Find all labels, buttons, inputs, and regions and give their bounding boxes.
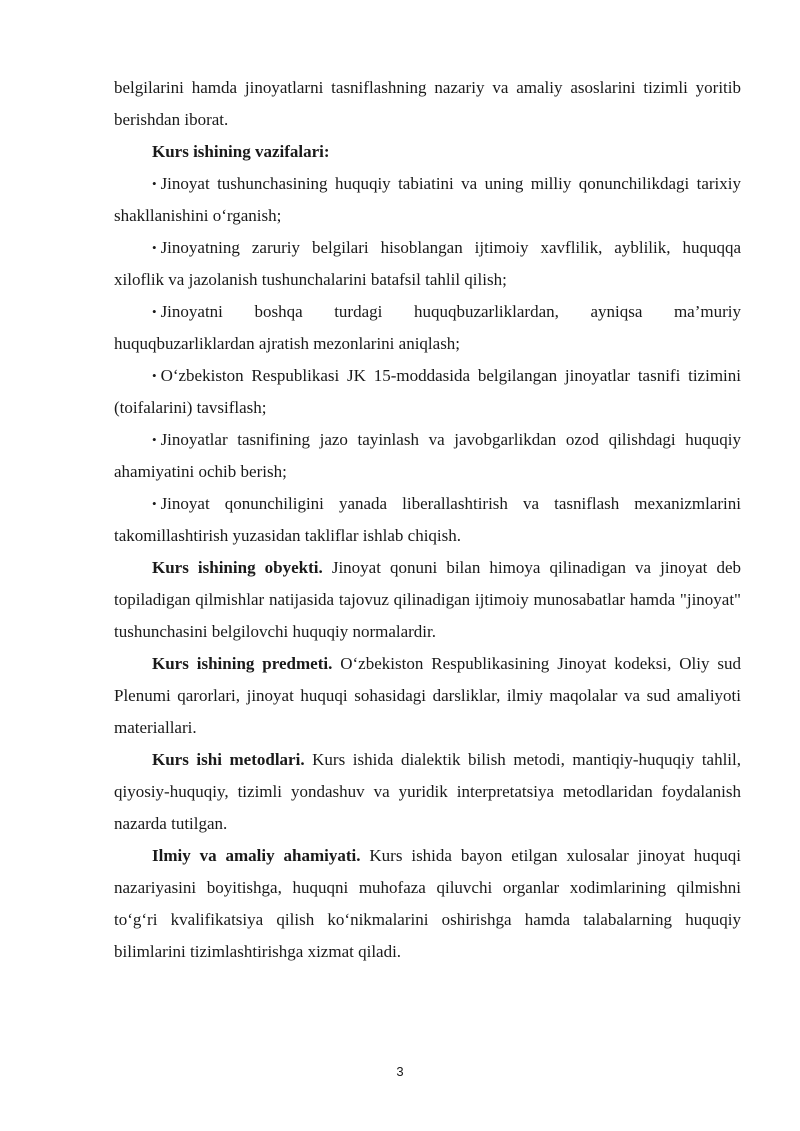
task-item bbox=[114, 296, 741, 360]
bullet-icon: • bbox=[152, 240, 157, 255]
methods-paragraph bbox=[114, 744, 741, 840]
methods-text: Kurs ishida dialektik bilish metodi, mantiqiy-huquqiy tahlil, qiyosiy-huquqiy, tizimli yondashuv va yuridik interpretatsiya metodlaridan foydalanish nazarda tutilgan. bbox=[114, 750, 742, 833]
task-item-text: Jinoyat qonunchiligini yanada liberallashtirish va tasniflash mexanizmlarini takomillashtirish yuzasidan takliflar ishlab chiqish. bbox=[114, 494, 741, 545]
intro-continuation-paragraph: belgilarini hamda jinoyatlarni tasniflashning nazariy va amaliy asoslarini tizimli yoritib berishdan iborat. bbox=[114, 78, 741, 129]
significance-text: Kurs ishida bayon etilgan xulosalar jinoyat huquqi nazariyasini boyitishga, huquqni muhofaza qiluvchi organlar xodimlarining qilmishni toʻgʻri kvalifikatsiya qilish koʻnikmalarini oshirishga hamda talabalarning huquqiy bilimlarini tizimlashtirishga xizmat qiladi. bbox=[114, 846, 741, 961]
tasks-heading: Kurs ishining vazifalari: bbox=[152, 142, 330, 161]
task-item-text: Jinoyatning zaruriy belgilari hisoblangan ijtimoiy xavflilik, ayblilik, huquqqa xiloflik va jazolanish tushunchalarini batafsil tahlil qilish; bbox=[114, 238, 741, 289]
task-item-text: Jinoyatlar tasnifining jazo tayinlash va javobgarlikdan ozod qilishdagi huquqiy ahamiyatini ochib berish; bbox=[114, 430, 741, 481]
significance-paragraph bbox=[114, 840, 741, 968]
task-item-text: Oʻzbekiston Respublikasi JK 15-moddasida belgilangan jinoyatlar tasnifi tizimini (toifalarini) tavsiflash; bbox=[114, 366, 741, 417]
bullet-icon: • bbox=[152, 496, 157, 511]
subject-text: Oʻzbekiston Respublikasining Jinoyat kodeksi, Oliy sud Plenumi qarorlari, jinoyat huquqi sohasidagi darsliklar, ilmiy maqolalar va sud amaliyoti materiallari. bbox=[114, 654, 741, 737]
task-item bbox=[114, 360, 741, 424]
significance-label: Ilmiy va amaliy ahamiyati. bbox=[152, 846, 361, 865]
object-text: Jinoyat qonuni bilan himoya qilinadigan va jinoyat deb topiladigan qilmishlar natijasida tajovuz qilinadigan ijtimoiy munosabatlar hamda "jinoyat" tushunchasini belgilovchi huquqiy normalardir. bbox=[114, 558, 742, 641]
document-page bbox=[114, 72, 741, 968]
task-item bbox=[114, 232, 741, 296]
bullet-icon: • bbox=[152, 176, 157, 191]
task-item bbox=[114, 424, 741, 488]
subject-paragraph bbox=[114, 648, 741, 744]
task-item bbox=[114, 168, 741, 232]
task-item-text: Jinoyatni boshqa turdagi huquqbuzarliklardan, ayniqsa ma’muriy huquqbuzarliklardan ajratish mezonlarini aniqlash; bbox=[114, 302, 741, 353]
subject-label: Kurs ishining predmeti. bbox=[152, 654, 333, 673]
task-item bbox=[114, 488, 741, 552]
task-item-text: Jinoyat tushunchasining huquqiy tabiatini va uning milliy qonunchilikdagi tarixiy shakllanishini oʻrganish; bbox=[114, 174, 741, 225]
bullet-icon: • bbox=[152, 432, 157, 447]
bullet-icon: • bbox=[152, 368, 157, 383]
methods-label: Kurs ishi metodlari. bbox=[152, 750, 305, 769]
object-paragraph bbox=[114, 552, 741, 648]
page-number: 3 bbox=[396, 1064, 404, 1079]
bullet-icon: • bbox=[152, 304, 157, 319]
object-label: Kurs ishining obyekti. bbox=[152, 558, 323, 577]
